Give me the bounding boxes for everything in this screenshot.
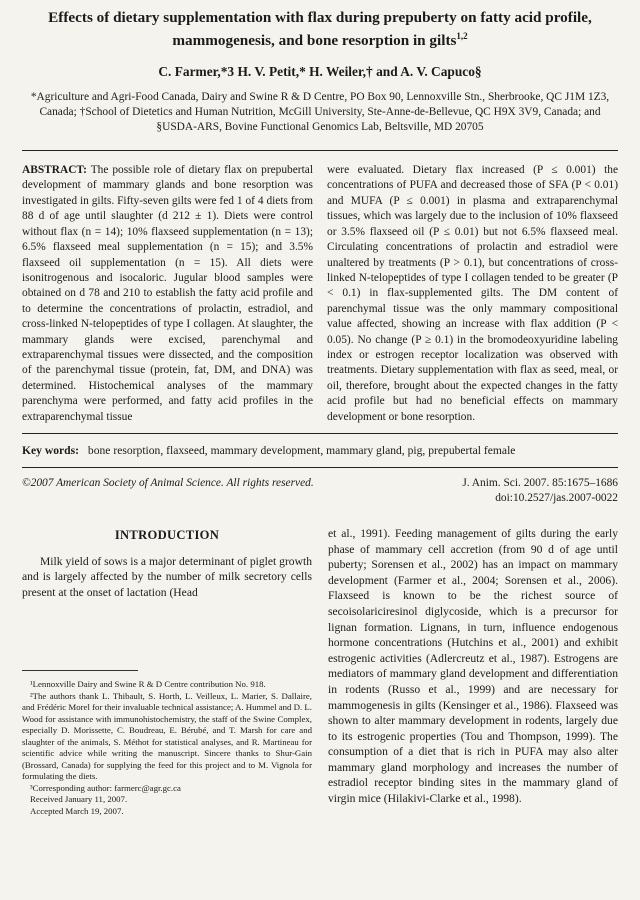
introduction-text-right: et al., 1991). Feeding management of gilts during the early phase of mammary cell accretion (from 90 d of age until puberty; Sorensen et al., 2002) has an impact on mammary development (Farmer et al., 2004; Sorensen et al., 2006). Flaxseed is known to be the richest source of secoisolariciresinol diglycoside, which is a precursor for lignan formation. Lignans, in turn, influence endogenous hormone concentrations (Hutchins et al., 2001) and exhibit estrogenic activities (Adlercreutz et al., 1987). Estrogens are mediators of mammary gland development and differentiation in rodents (Russo et al., 1999) and are necessary for mammogenesis in gilts (Kensinger et al., 1986). Flaxseed was shown to alter mammary development in rodents, largely due to its estrogenic properties (Tou and Thompson, 1999). The consumption of a diet that is rich in PUFA may also alter mammary gland morphology and increases the number of estradiol receptor binding sites in the mammary gland of virgin mice (Hilakivi-Clarke et al., 1998).	[328, 526, 618, 806]
journal-citation-block	[462, 476, 618, 506]
abstract-right-column	[327, 163, 618, 425]
abstract-left-column	[22, 163, 313, 425]
keywords-top-rule	[22, 433, 618, 434]
keywords-label: Key words:	[22, 443, 79, 457]
received-date: Received January 11, 2007.	[30, 794, 128, 805]
keywords-line	[22, 443, 618, 458]
body-right-column	[328, 526, 618, 817]
introduction-heading: INTRODUCTION	[114, 527, 220, 542]
author-list: C. Farmer,*3 H. V. Petit,* H. Weiler,† and A. V. Capuco§	[158, 64, 482, 80]
introduction-text-left: Milk yield of sows is a major determinant of piglet growth and is largely affected by the number of milk secretory cells present at the onset of lactation (Head	[22, 554, 312, 599]
footnotes	[22, 671, 312, 817]
affiliations: *Agriculture and Agri-Food Canada, Dairy and Swine R & D Centre, PO Box 90, Lennoxville Stn., Sherbrooke, QC J1M 1Z3, Canada; †School of Dietetics and Human Nutrition, McGill University, Ste-Anne-de-Bellevue, QC H9X 3V9, Canada; and §USDA-ARS, Bovine Functional Genomics Lab, Beltsville, MD 20705	[30, 91, 610, 134]
copyright-row	[22, 476, 618, 506]
keywords-text: bone resorption, flaxseed, mammary development, mammary gland, pig, prepubertal female	[87, 443, 516, 457]
paper-title	[22, 8, 618, 50]
footnote-1: ¹Lennoxville Dairy and Swine R & D Centre contribution No. 918.	[30, 679, 266, 690]
abstract-text-right: were evaluated. Dietary flax increased (P ≤ 0.001) the concentrations of PUFA and decreased those of SFA (P < 0.01) and MUFA (P ≤ 0.001) in plasma and extraparenchymal tissues, which was largely due to the inclusion of 10% flaxseed or 3.5% flaxseed oil (P ≤ 0.01) but not 6.5% flaxseed meal. Circulating concentrations of prolactin and estradiol were unaltered by treatments (P > 0.1), but concentrations of cross-linked N-telopeptides of type I collagen tended to be greater (P < 0.1) in flax-supplemented gilts. The DM content of parenchymal tissue was the only mammary compositional value affected, showing an increase with flax addition (P < 0.05). No change (P ≥ 0.1) in the bromodeoxyuridine labeling index or estrogen receptor localization was observed with treatments. Dietary supplementation with flax as seed, meal, or oil, therefore, brought about the expected changes in the fatty acid profile but had no beneficial effects on mammary development or bone resorption.	[327, 164, 618, 423]
paper-title-text: Effects of dietary supplementation with flax during prepuberty on fatty acid profile, mammogenesis, and bone resorption in gilts	[48, 9, 592, 50]
footnote-3: ³Corresponding author: farmerc@agr.gc.ca	[30, 782, 181, 793]
keywords-bottom-rule	[22, 467, 618, 468]
abstract-heading: ABSTRACT:	[22, 164, 87, 177]
footnote-2: ²The authors thank L. Thibault, S. Horth, L. Veilleux, L. Marier, S. Dallaire, and Frédéric Morel for their invaluable technical assistance; A. Hummel and D. L. Wood for assistance with immunohistochemistry, the staff of the Swine Complex, especially D. Morissette, C. Boudreau, E. Bérubé, and T. Marsh for care and slaughter of the animals, S. Méthot for statistical analyses, and R. Martineau for scientific advice while writing the manuscript. Sincere thanks to Shur-Gain (Brossard, Canada) for supplying the feed for this project and to M. Vignola for formulating the diets.	[22, 690, 312, 782]
copyright-notice: ©2007 American Society of Animal Science. All rights reserved.	[22, 476, 314, 489]
body-columns	[22, 526, 618, 817]
journal-doi: doi:10.2527/jas.2007-0022	[495, 491, 618, 504]
abstract-top-rule	[22, 150, 618, 151]
abstract-text-left: The possible role of dietary flax on prepubertal development of mammary glands and bone resorption was investigated in gilts. Fifty-seven gilts were fed 1 of 4 diets from 88 d of age until slaughter (d 212 ± 1). Diets were control without flax (n = 14); 10% flaxseed supplementation (n = 13); 6.5% flaxseed meal supplementation (n = 15); and 3.5% flaxseed oil supplementation (n = 15). All diets were isonitrogenous and isocaloric. Jugular blood samples were obtained on d 78 and 210 to establish the fatty acid profile and to determine the concentrations of prolactin, estradiol, and cross-linked N-telopeptides of type I collagen. At slaughter, the mammary glands were excised, parenchymal and extraparenchymal tissues were dissected, and the composition of the parenchymal tissue (protein, fat, DM, and DNA) was determined. Histochemical analyses of the mammary parenchyma were performed, and fatty acid profiles in the extraparenchymal tissue	[22, 164, 313, 423]
abstract-section	[22, 163, 618, 425]
journal-citation: J. Anim. Sci. 2007. 85:1675–1686	[462, 476, 618, 489]
title-footnote-mark: 1,2	[456, 31, 468, 41]
body-left-column	[22, 526, 312, 817]
accepted-date: Accepted March 19, 2007.	[30, 805, 124, 816]
